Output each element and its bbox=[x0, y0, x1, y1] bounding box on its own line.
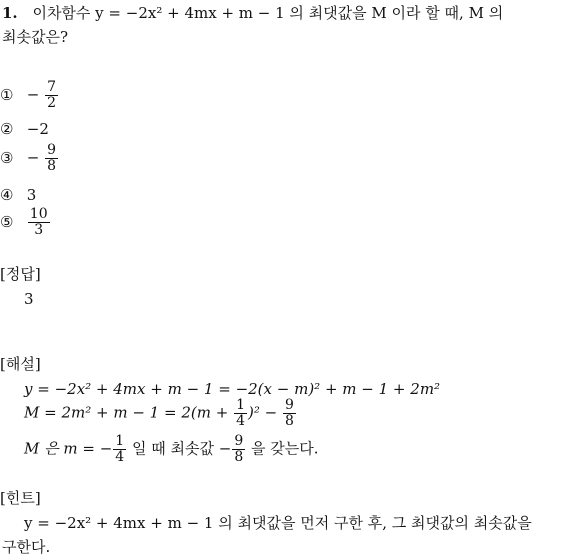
explanation-label: [해설] bbox=[0, 355, 41, 373]
explanation-line-1: y = −2x² + 4mx + m − 1 = −2(x − m)² + m − 1 + 2m² bbox=[24, 380, 441, 398]
hint-line-1: y = −2x² + 4mx + m − 1 의 최댓값을 먼저 구한 후, 그 최댓값의 최솟값을 bbox=[24, 514, 532, 532]
choice-1-numerator: 7 bbox=[47, 79, 57, 95]
explanation-line-3-frac2-num: 9 bbox=[234, 433, 244, 449]
explanation-line-3-frac1-num: 1 bbox=[115, 433, 125, 449]
choice-5-numerator: 10 bbox=[29, 206, 48, 222]
explanation-line-3-fraction-2 bbox=[232, 434, 245, 465]
question-text: 이차함수 y = −2x² + 4mx + m − 1 의 최댓값을 M 이라 할 때, M 의 bbox=[32, 4, 504, 22]
explanation-line-3 bbox=[24, 434, 319, 465]
question-line-1 bbox=[2, 4, 503, 22]
hint-label: [힌트] bbox=[0, 489, 41, 507]
choice-1-fraction bbox=[45, 80, 58, 111]
choice-5[interactable] bbox=[0, 207, 51, 238]
answer-value: 3 bbox=[24, 290, 34, 308]
choice-4-text: 3 bbox=[26, 186, 37, 204]
explanation-line-3-frac2-den: 8 bbox=[234, 449, 244, 465]
choice-2-mark: ② bbox=[0, 120, 14, 138]
choice-1-denominator: 2 bbox=[47, 95, 57, 111]
explanation-line-3-prefix: M 은 m = − bbox=[24, 439, 113, 458]
choice-3-denominator: 8 bbox=[47, 158, 57, 174]
explanation-line-3-mid: 일 때 최솟값 − bbox=[127, 439, 232, 458]
choice-5-denominator: 3 bbox=[34, 222, 44, 238]
choice-1[interactable] bbox=[0, 80, 59, 111]
choice-1-sign: − bbox=[26, 85, 40, 104]
question-number: 1. bbox=[2, 4, 18, 22]
choice-5-mark: ⑤ bbox=[0, 212, 14, 231]
question-line-2: 최솟값은? bbox=[2, 28, 69, 46]
choice-2-text: −2 bbox=[26, 120, 49, 138]
explanation-line-3-suffix: 을 갖는다. bbox=[246, 439, 319, 458]
explanation-line-3-fraction-1 bbox=[113, 434, 126, 465]
choice-1-mark: ① bbox=[0, 85, 14, 104]
explanation-line-2-fraction-2 bbox=[283, 398, 296, 429]
choice-3[interactable] bbox=[0, 143, 59, 174]
choice-3-sign: − bbox=[26, 148, 40, 167]
explanation-line-2-frac1-den: 4 bbox=[236, 413, 245, 429]
explanation-line-2-fraction-1 bbox=[234, 398, 247, 429]
explanation-line-2-prefix: M = 2m² + m − 1 = 2(m + bbox=[24, 403, 234, 422]
choice-4-mark: ④ bbox=[0, 186, 14, 204]
explanation-line-2 bbox=[24, 398, 297, 429]
hint-line-2: 구한다. bbox=[2, 538, 51, 556]
choice-4[interactable] bbox=[0, 186, 36, 204]
choice-5-fraction bbox=[28, 207, 50, 238]
explanation-line-2-frac2-num: 9 bbox=[284, 397, 294, 413]
choice-3-fraction bbox=[45, 143, 58, 174]
choice-2[interactable] bbox=[0, 120, 49, 138]
choice-3-numerator: 9 bbox=[47, 142, 57, 158]
explanation-line-3-frac1-den: 4 bbox=[115, 449, 125, 465]
choice-3-mark: ③ bbox=[0, 148, 14, 167]
explanation-line-2-mid: )² − bbox=[247, 403, 282, 422]
explanation-line-2-frac1-num: 1 bbox=[236, 397, 245, 413]
answer-label: [정답] bbox=[0, 265, 41, 283]
explanation-line-2-frac2-den: 8 bbox=[284, 413, 294, 429]
